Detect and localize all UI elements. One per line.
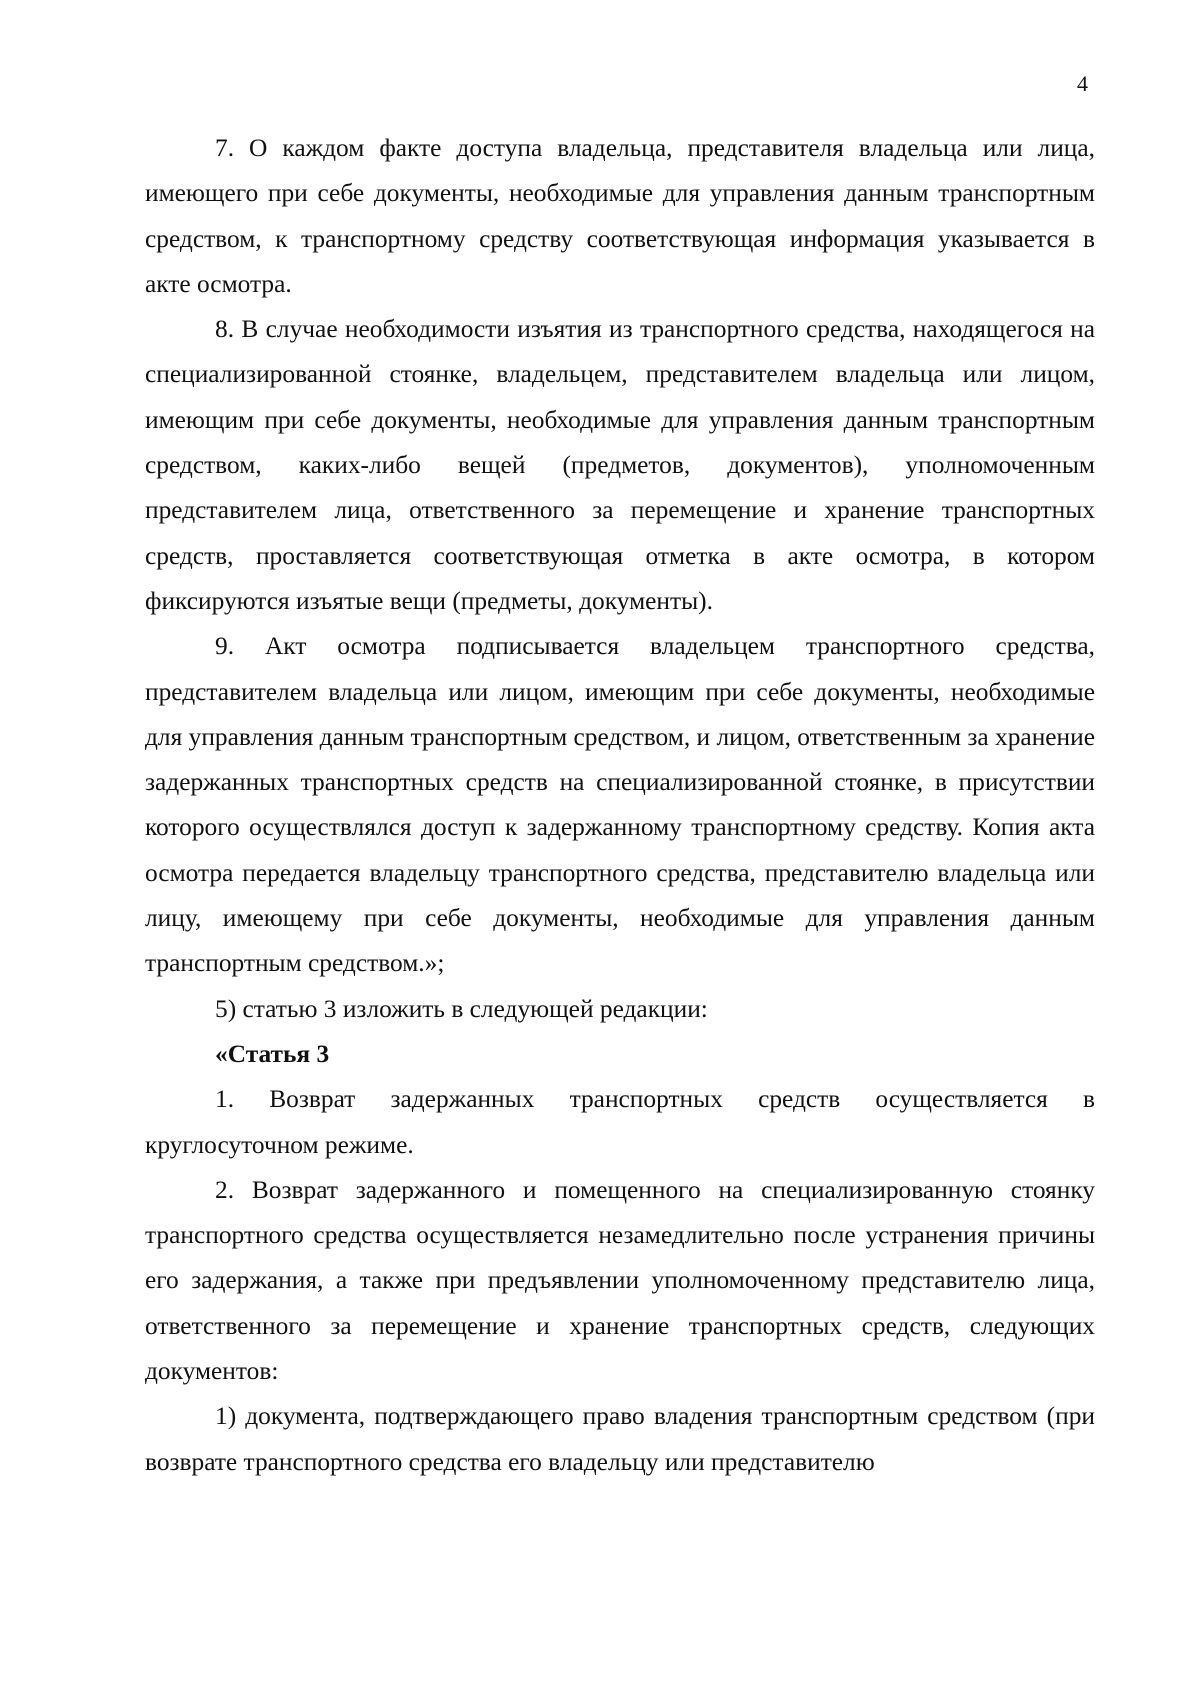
- article-3-item-2: 2. Возврат задержанного и помещенного на специализированную стоянку транспортного средства осуществляется незамедлительно после устранения причины его задержания, а также при предъявлении уполномоченному представителю лица, ответственного за перемещение и хранение транспортных средств, следующих документов:: [145, 1175, 1095, 1386]
- article-heading: «Статья 3: [215, 1039, 330, 1068]
- document-body: [145, 126, 1095, 1485]
- article-3-item-1: 1. Возврат задержанных транспортных средств осуществляется в круглосуточном режиме.: [145, 1085, 1095, 1159]
- article-3-subitem-1: 1) документа, подтверждающего право владения транспортным средством (при возврате транспортного средства его владельцу или представителю: [145, 1402, 1095, 1476]
- paragraph-item-9: 9. Акт осмотра подписывается владельцем транспортного средства, представителем владельца или лицом, имеющим при себе документы, необходимые для управления данным транспортным средством, и лицом, ответственным за хранение задержанных транспортных средств на специализированной стоянке, в присутствии которого осуществлялся доступ к задержанному транспортному средству. Копия акта осмотра передается владельцу транспортного средства, представителю владельца или лицу, имеющему при себе документы, необходимые для управления данным транспортным средством.»;: [145, 632, 1095, 978]
- paragraph-item-8: 8. В случае необходимости изъятия из транспортного средства, находящегося на специализированной стоянке, владельцем, представителем владельца или лицом, имеющим при себе документы, необходимые для управления данным транспортным средством, каких-либо вещей (предметов, документов), уполномоченным представителем лица, ответственного за перемещение и хранение транспортных средств, проставляется соответствующая отметка в акте осмотра, в котором фиксируются изъятые вещи (предметы, документы).: [145, 315, 1095, 615]
- amendment-item-5: 5) статью 3 изложить в следующей редакции:: [215, 994, 708, 1023]
- page-number: 4: [1077, 71, 1088, 96]
- paragraph-item-7: 7. О каждом факте доступа владельца, представителя владельца или лица, имеющего при себе документы, необходимые для управления данным транспортным средством, к транспортному средству соответствующая информация указывается в акте осмотра.: [145, 134, 1095, 298]
